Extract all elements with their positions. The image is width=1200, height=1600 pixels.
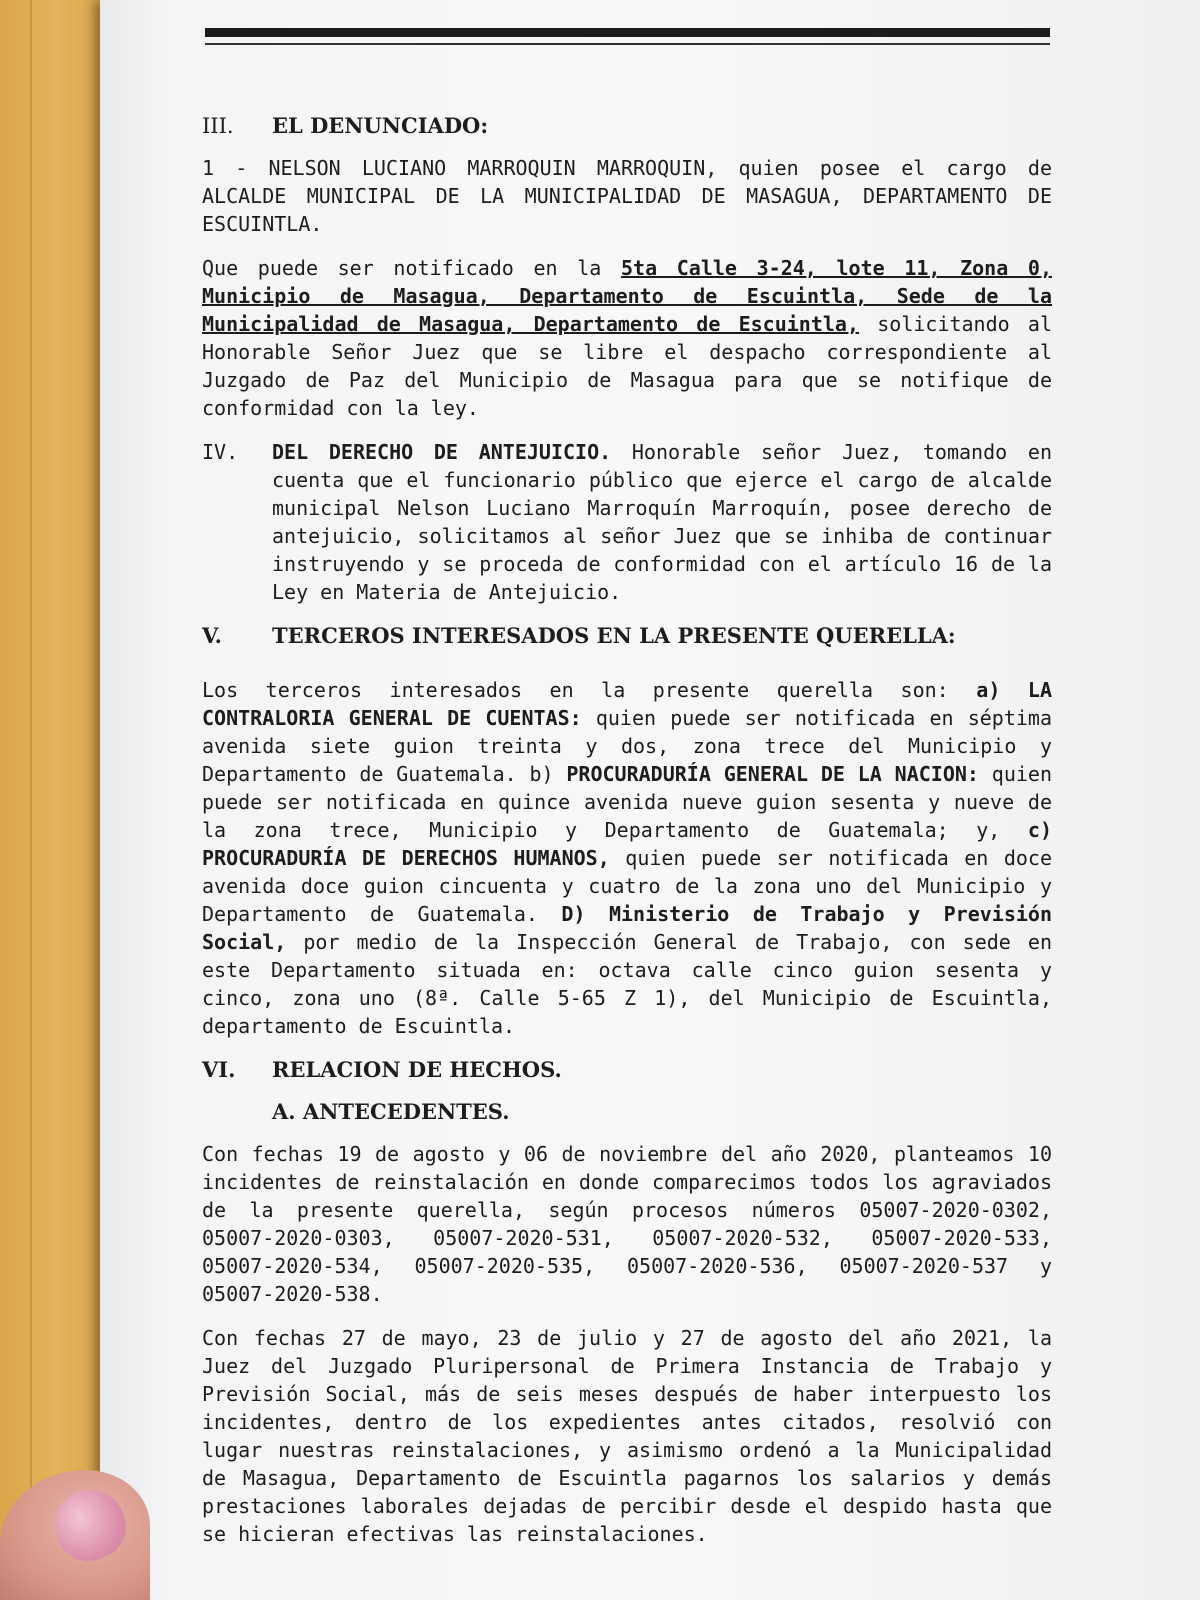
section-number: IV. [202,440,239,464]
third-party-b: PROCURADURÍA GENERAL DE LA NACION: [566,762,979,786]
section-title: RELACION DE HECHOS. [272,1057,562,1082]
third-party-b-address: quien puede ser notificada en quince avenida nueve guion sesenta y nueve de la zona trece, Municipio y Departamento de Guatemala; y, [202,762,1052,842]
subsection-heading: A. ANTECEDENTES. [272,1099,510,1124]
folder-crease [30,0,32,1600]
notification-address: 5ta Calle 3-24, lote 11, Zona 0, Municipio de Masagua, Departamento de Escuintla, Sede de la Municipalidad de Masagua, Departamento de Escuintla, [202,256,1052,336]
antecedents-paragraph-2: Con fechas 27 de mayo, 23 de julio y 27 de agosto del año 2021, la Juez del Juzgado Pluripersonal de Primera Instancia de Trabajo y Previsión Social, más de seis meses después de haber interpuesto los incidentes, dentro de los expedientes antes citados, resolvió con lugar nuestras reinstalaciones, y asimismo ordenó a la Municipalidad de Masagua, Departamento de Escuintla pagarnos los salarios y demás prestaciones laborales dejadas de percibir desde el despido hasta que se hicieran efectivas las reinstalaciones. [202,1326,1052,1546]
third-parties-paragraph [202,676,1052,1040]
section-number: V. [202,623,222,648]
section-title: TERCEROS INTERESADOS EN LA PRESENTE QUERELLA: [272,623,956,648]
third-party-d-address: por medio de la Inspección General de Trabajo, con sede en este Departamento situada en: octava calle cinco guion sesenta y cinco, zona uno (8ª. Calle 5-65 Z 1), del Municipio de Escuintla, departamento de Escuintla. [202,930,1052,1038]
third-party-a-address: quien puede ser notificada en séptima avenida siete guion treinta y dos, zona trece del Municipio y Departamento de Guatemala. b) [202,706,1053,786]
header-rule-thin [205,43,1050,45]
third-parties-intro: Los terceros interesados en la presente querella son: [202,678,977,702]
section-heading-iii [202,112,1052,140]
accused-paragraph: 1 - NELSON LUCIANO MARROQUIN MARROQUIN, quien posee el cargo de ALCALDE MUNICIPAL DE LA MUNICIPALIDAD DE MASAGUA, DEPARTAMENTO DE ESCUINTLA. [202,156,1052,236]
third-party-d: D) Ministerio de Trabajo y Previsión Social, [202,902,1052,954]
document-body [202,112,1052,1564]
notification-request: solicitando al Honorable Señor Juez que se libre el despacho correspondiente al Juzgado de Paz del Municipio de Masagua para que se notifique de conformidad con la ley. [202,312,1052,420]
header-rule-thick [205,28,1050,37]
third-party-c-address: quien puede ser notificada en doce avenida doce guion cincuenta y cuatro de la zona uno del Municipio y Departamento de Guatemala. [202,846,1053,926]
section-number: III. [202,114,234,138]
section-iv-text [272,438,1052,606]
third-party-a: a) LA CONTRALORIA GENERAL DE CUENTAS: [202,678,1052,730]
notification-intro: Que puede ser notificado en la [202,256,621,280]
section-title: DEL DERECHO DE ANTEJUICIO. [272,440,612,464]
antecedents-paragraph-1: Con fechas 19 de agosto y 06 de noviembre del año 2020, planteamos 10 incidentes de reinstalación en donde comparecimos todos los agraviados de la presente querella, según procesos números 05007-2020-0302, 05007-2020-0303, 05007-2020-531, 05007-2020-532, 05007-2020-533, 05007-2020-534, 05007-2020-535, 05007-2020-536, 05007-2020-537 y 05007-2020-538. [202,1142,1052,1306]
third-party-c: c) PROCURADURÍA DE DERECHOS HUMANOS, [202,818,1052,870]
notification-paragraph [202,254,1052,422]
section-iv [202,438,1052,606]
section-iv-body: Honorable señor Juez, tomando en cuenta que el funcionario público que ejerce el cargo de alcalde municipal Nelson Luciano Marroquín Marroquín, posee derecho de antejuicio, solicitamos al señor Juez que se inhiba de continuar instruyendo y se proceda de conformidad con el artículo 16 de la Ley en Materia de Antejuicio. [272,440,1052,604]
section-heading-v [202,622,1052,650]
section-number: VI. [202,1057,236,1082]
section-heading-vi [202,1056,1052,1084]
section-title: EL DENUNCIADO: [272,113,489,138]
